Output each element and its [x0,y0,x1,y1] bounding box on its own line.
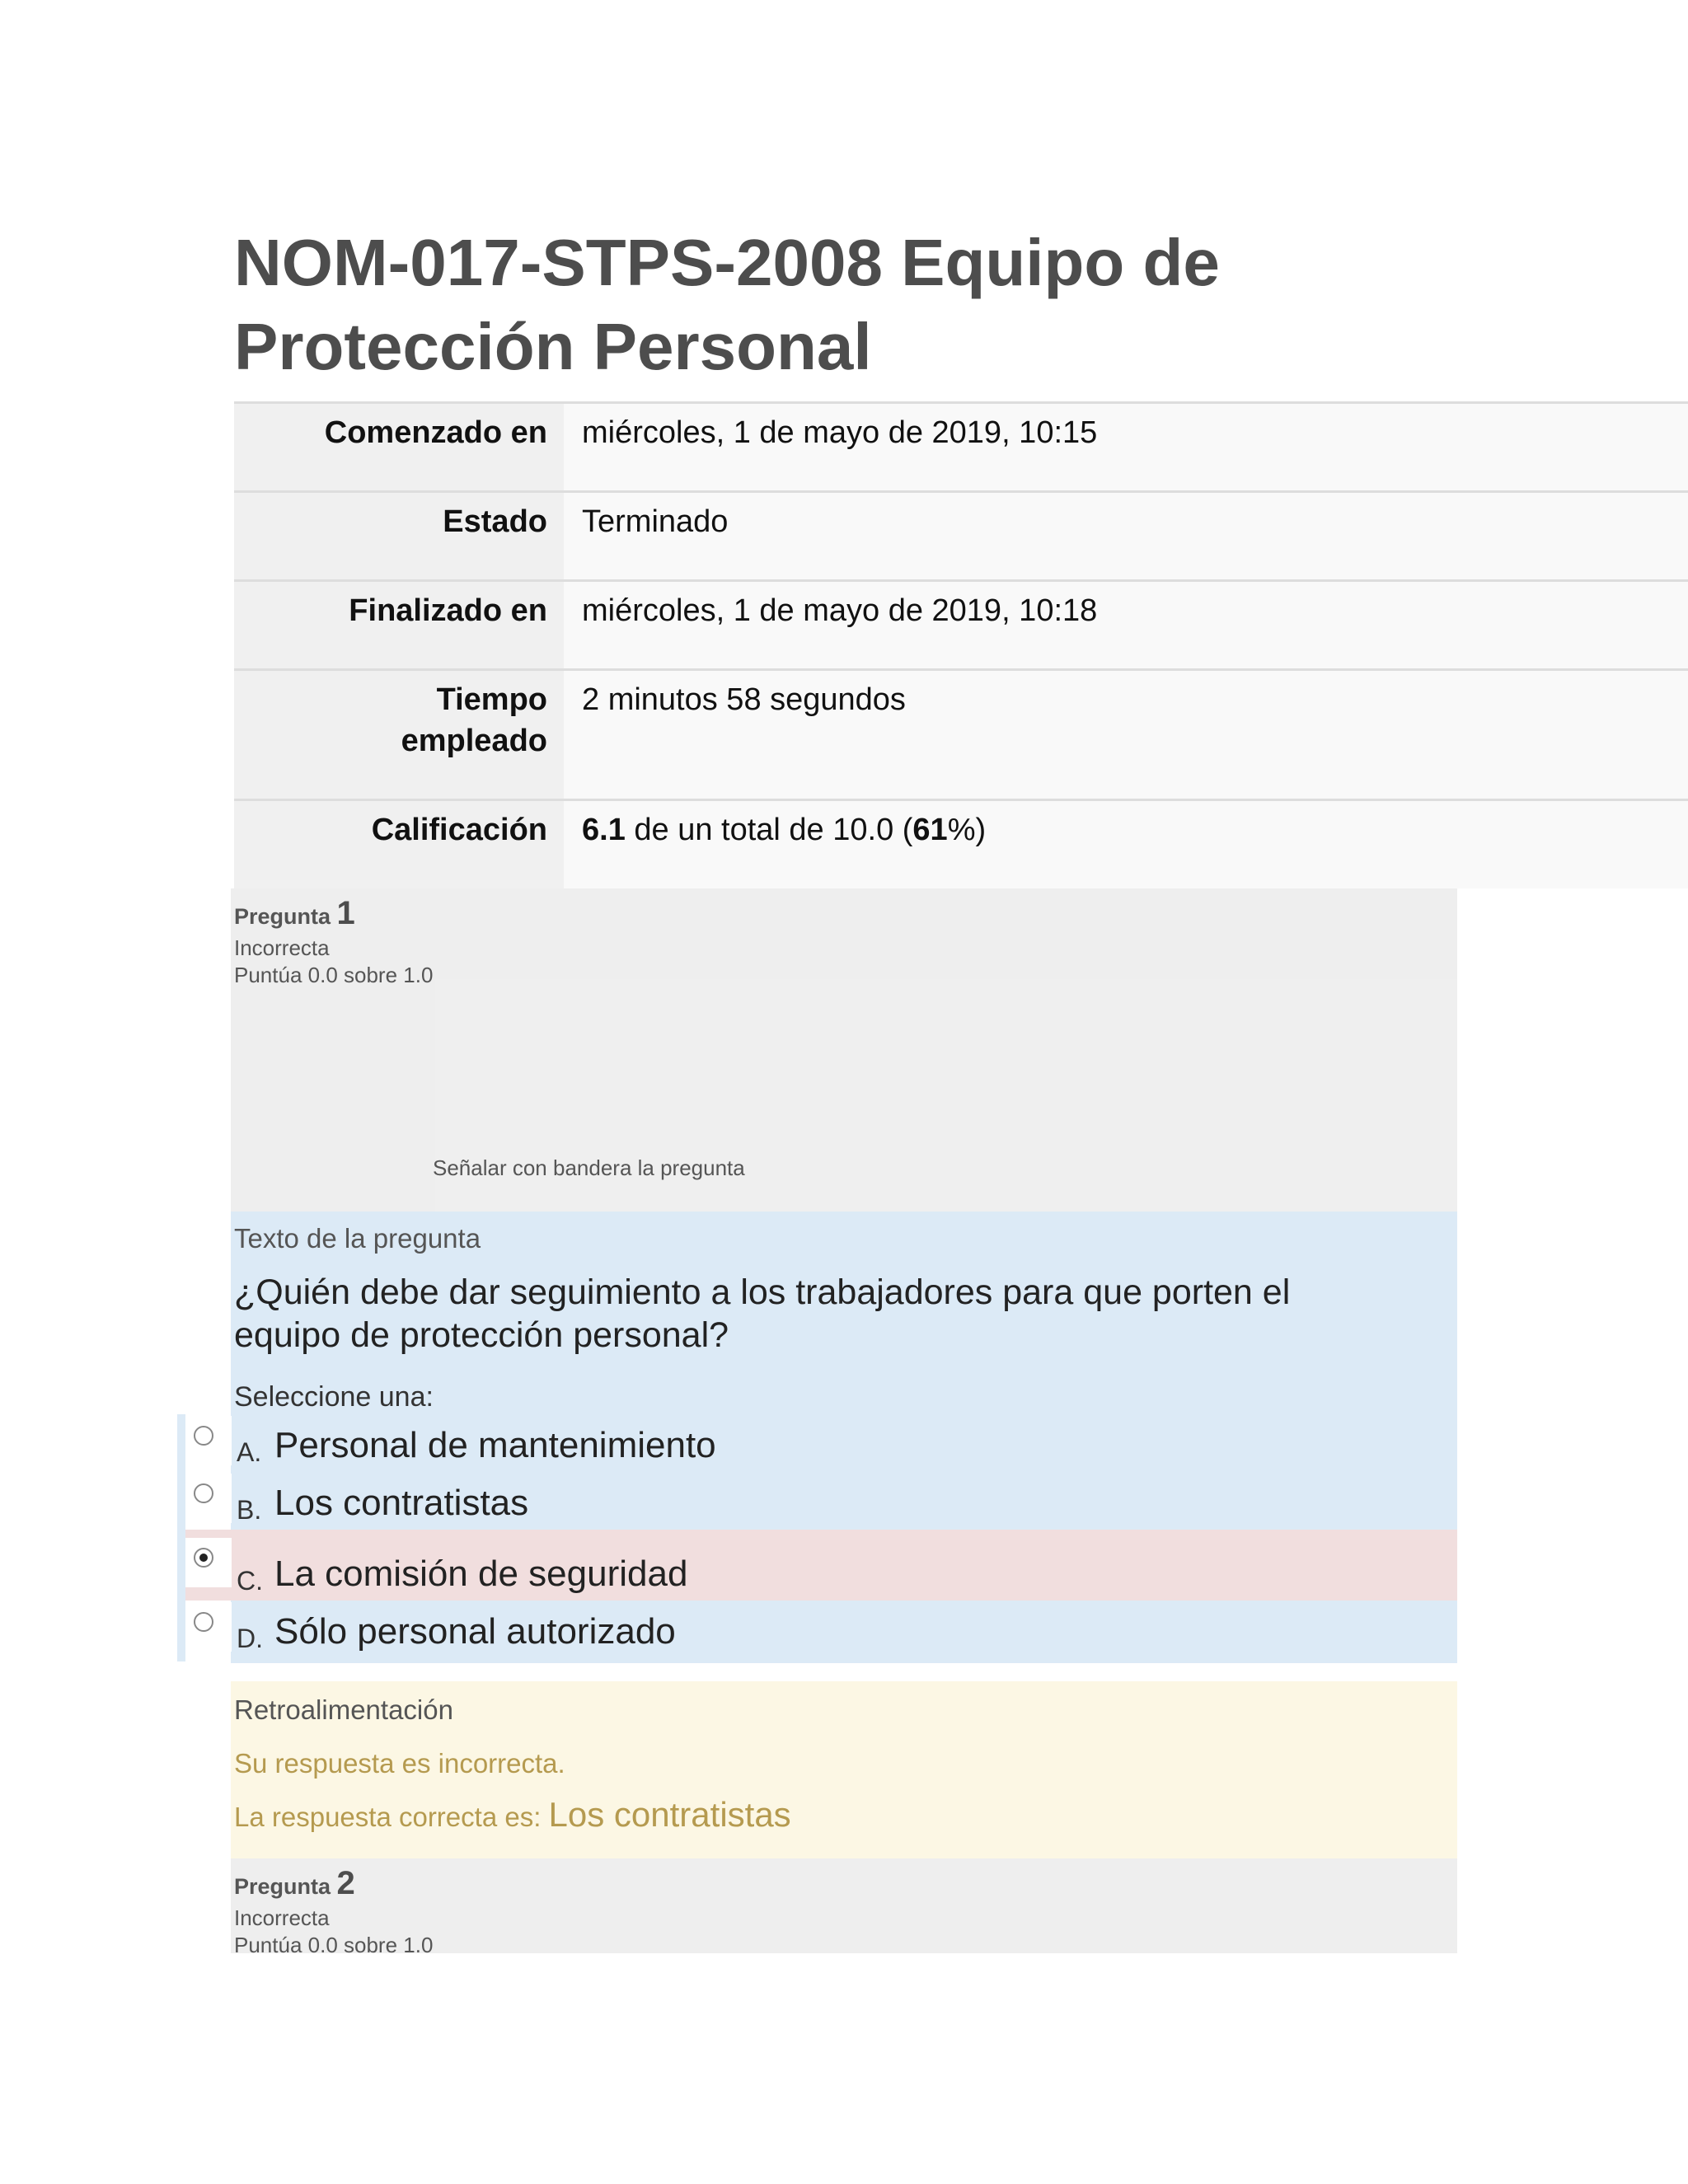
summary-label: Calificación [234,801,564,888]
question-label: Pregunta [234,904,331,929]
summary-row-finished [234,582,1688,671]
flag-question-link[interactable]: Señalar con bandera la pregunta [433,1155,745,1180]
question-grade: Puntúa 0.0 sobre 1.0 [234,963,434,987]
question-state: Incorrecta [234,1905,330,1930]
answer-text: La comisión de seguridad [274,1554,688,1594]
summary-label: Comenzado en [234,404,564,490]
radio-button-d[interactable] [194,1612,213,1632]
question-state: Incorrecta [234,935,330,960]
answer-text: Los contratistas [274,1483,529,1523]
correct-answer-value: Los contratistas [548,1795,791,1834]
answer-option-c-selected-incorrect[interactable] [177,1530,1457,1601]
answer-option-d[interactable] [177,1601,1457,1661]
answer-letter: C. [237,1566,263,1596]
answer-letter: B. [237,1495,262,1525]
question-text: ¿Quién debe dar seguimiento a los trabajadores para que porten el equipo de protección personal? [234,1272,1291,1355]
answer-text: Personal de mantenimiento [274,1425,716,1465]
radio-button-b[interactable] [194,1483,213,1503]
summary-row-grade [234,801,1688,888]
summary-value [564,801,1688,888]
summary-row-started [234,404,1688,493]
attempt-summary-table [234,401,1688,888]
summary-value: miércoles, 1 de mayo de 2019, 10:15 [564,404,1688,490]
answer-letter: A. [237,1437,262,1467]
question-number: 1 [336,895,355,931]
question-1-info [231,888,1457,1212]
feedback-caption: Retroalimentación [234,1694,453,1725]
answer-option-b[interactable] [177,1472,1457,1530]
summary-row-state [234,493,1688,582]
question-heading [234,1865,1457,1905]
answer-letter: D. [237,1624,263,1653]
grade-mid: de un total de 10.0 ( [625,813,913,847]
grade-percent: 61 [912,813,948,847]
summary-value: miércoles, 1 de mayo de 2019, 10:18 [564,582,1688,668]
answer-text: Sólo personal autorizado [274,1611,676,1652]
feedback-correct-answer [234,1795,1457,1837]
summary-row-time [234,671,1688,801]
correct-prefix: La respuesta correcta es: [234,1802,549,1832]
answer-option-a[interactable] [177,1414,1457,1472]
question-label: Pregunta [234,1874,331,1899]
feedback-result: Su respuesta es incorrecta. [234,1748,565,1779]
select-one-prompt: Seleccione una: [234,1381,434,1413]
summary-value: 2 minutos 58 segundos [564,671,1688,799]
summary-label: Finalizado en [234,582,564,668]
radio-button-c[interactable] [194,1548,213,1568]
summary-label: Estado [234,493,564,579]
summary-value: Terminado [564,493,1688,579]
summary-label: Tiempo empleado [234,671,564,799]
radio-box [182,1602,232,1652]
answers-left-strip [177,1414,185,1661]
grade-score: 6.1 [582,813,626,847]
feedback-panel [231,1681,1457,1858]
page-title: NOM-017-STPS-2008 Equipo de Protección Personal [234,226,1220,383]
grade-end: %) [947,813,987,847]
question-heading [234,895,1457,935]
radio-box [182,1474,232,1523]
question-2-info [231,1858,1457,1957]
question-grade: Puntúa 0.0 sobre 1.0 [234,1933,434,1957]
radio-button-a[interactable] [194,1426,213,1446]
question-text-caption: Texto de la pregunta [234,1223,481,1254]
radio-box [182,1416,232,1465]
radio-box [182,1538,232,1587]
question-number: 2 [336,1865,355,1901]
